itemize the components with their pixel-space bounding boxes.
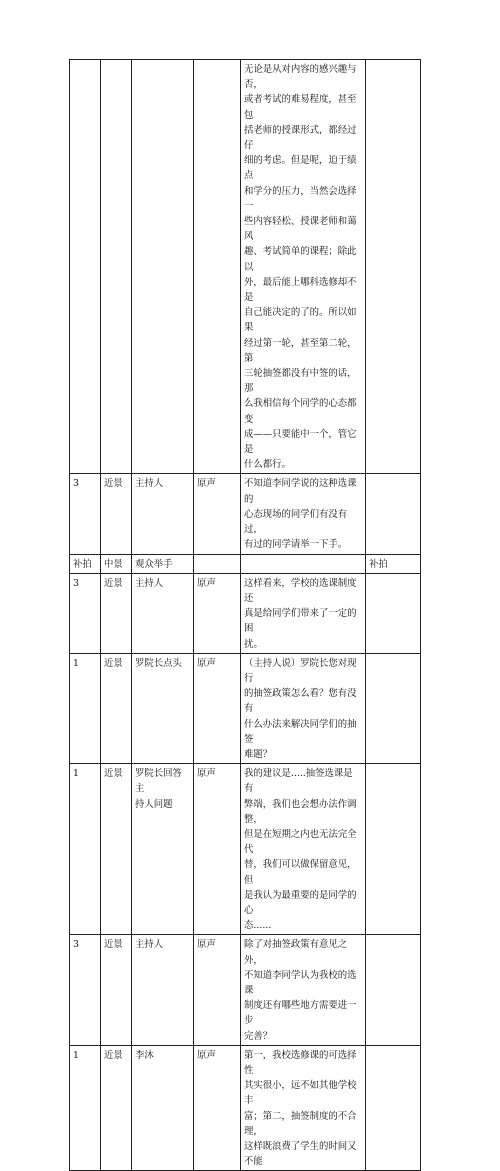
shot-number-cell: 3 [70,474,101,554]
note-cell [366,474,421,554]
shot-number-cell: 1 [70,764,101,935]
shot-size-cell: 近景 [101,764,132,935]
subject-cell: 主持人 [132,474,194,554]
subject-cell: 主持人 [132,573,194,653]
shot-number-cell: 1 [70,653,101,763]
note-cell [366,764,421,935]
note-cell [366,573,421,653]
subject-cell: 罗院长回答主 持人问题 [132,764,194,935]
note-cell [366,653,421,763]
content-cell: 第一，我校选修课的可选择性 其实很小，远不如其他学校丰 富；第二，抽签制度的不合理， 这样既浪费了学生的时间又不能 [241,1045,366,1171]
content-cell [241,554,366,573]
content-cell: 无论是从对内容的感兴趣与否， 或者考试的难易程度，甚至包 括老师的授课形式，都经过仔 细的考虑。但是呢，迫于绩点 和学分的压力，当然会选择一 些内容轻松、授课老师和蔼风 趣、考试简单的课程；除此以 外，最后能上哪科选修却不是 自己能决定的了的。所以如果 经过第一轮，甚至第二轮，第 三轮抽签都没有中签的话，那 么我相信每个同学的心态都变 成——只要能中一个，管它是 什么都行。 [241,60,366,474]
sound-cell: 原声 [194,573,241,653]
shot-number-cell: 3 [70,935,101,1045]
shot-size-cell: 近景 [101,1045,132,1171]
content-cell: 除了对抽签政策有意见之外， 不知道李同学认为我校的选课 制度还有哪些地方需要进一步 完善？ [241,935,366,1045]
content-cell: 不知道李同学说的这种选课的 心态现场的同学们有没有过， 有过的同学请举一下手。 [241,474,366,554]
subject-cell: 主持人 [132,935,194,1045]
table-row [70,60,421,474]
table-row [70,653,421,763]
subject-cell [132,60,194,474]
sound-cell: 原声 [194,474,241,554]
table-row [70,554,421,573]
note-cell [366,1045,421,1171]
subject-cell: 观众举手 [132,554,194,573]
table-row [70,1045,421,1171]
content-cell: 这样看来，学校的选课制度还 真是给同学们带来了一定的困 扰。 [241,573,366,653]
note-cell [366,935,421,1045]
shot-number-cell: 3 [70,573,101,653]
table-row [70,935,421,1045]
subject-cell: 罗院长点头 [132,653,194,763]
note-cell [366,60,421,474]
shot-number-cell [70,60,101,474]
sound-cell: 原声 [194,1045,241,1171]
content-cell: （主持人说）罗院长您对现行 的抽签政策怎么看？您有没有 什么办法来解决同学们的抽签 难题？ [241,653,366,763]
shot-size-cell: 近景 [101,573,132,653]
shooting-script-table [69,59,421,1171]
shot-size-cell: 近景 [101,653,132,763]
note-cell: 补拍 [366,554,421,573]
shot-size-cell [101,60,132,474]
sound-cell [194,554,241,573]
subject-cell: 李沐 [132,1045,194,1171]
table-row [70,764,421,935]
table-row [70,573,421,653]
shot-size-cell: 近景 [101,935,132,1045]
sound-cell [194,60,241,474]
content-cell: 我的建议是.....抽签选课是有 弊端，我们也会想办法作调整， 但是在短期之内也无法完全代 替，我们可以做保留意见，但 是我认为最重要的是同学的心 态...... [241,764,366,935]
sound-cell: 原声 [194,653,241,763]
sound-cell: 原声 [194,935,241,1045]
shot-size-cell: 中景 [101,554,132,573]
table-row [70,474,421,554]
shot-number-cell: 补拍 [70,554,101,573]
shot-size-cell: 近景 [101,474,132,554]
sound-cell: 原声 [194,764,241,935]
shot-number-cell: 1 [70,1045,101,1171]
